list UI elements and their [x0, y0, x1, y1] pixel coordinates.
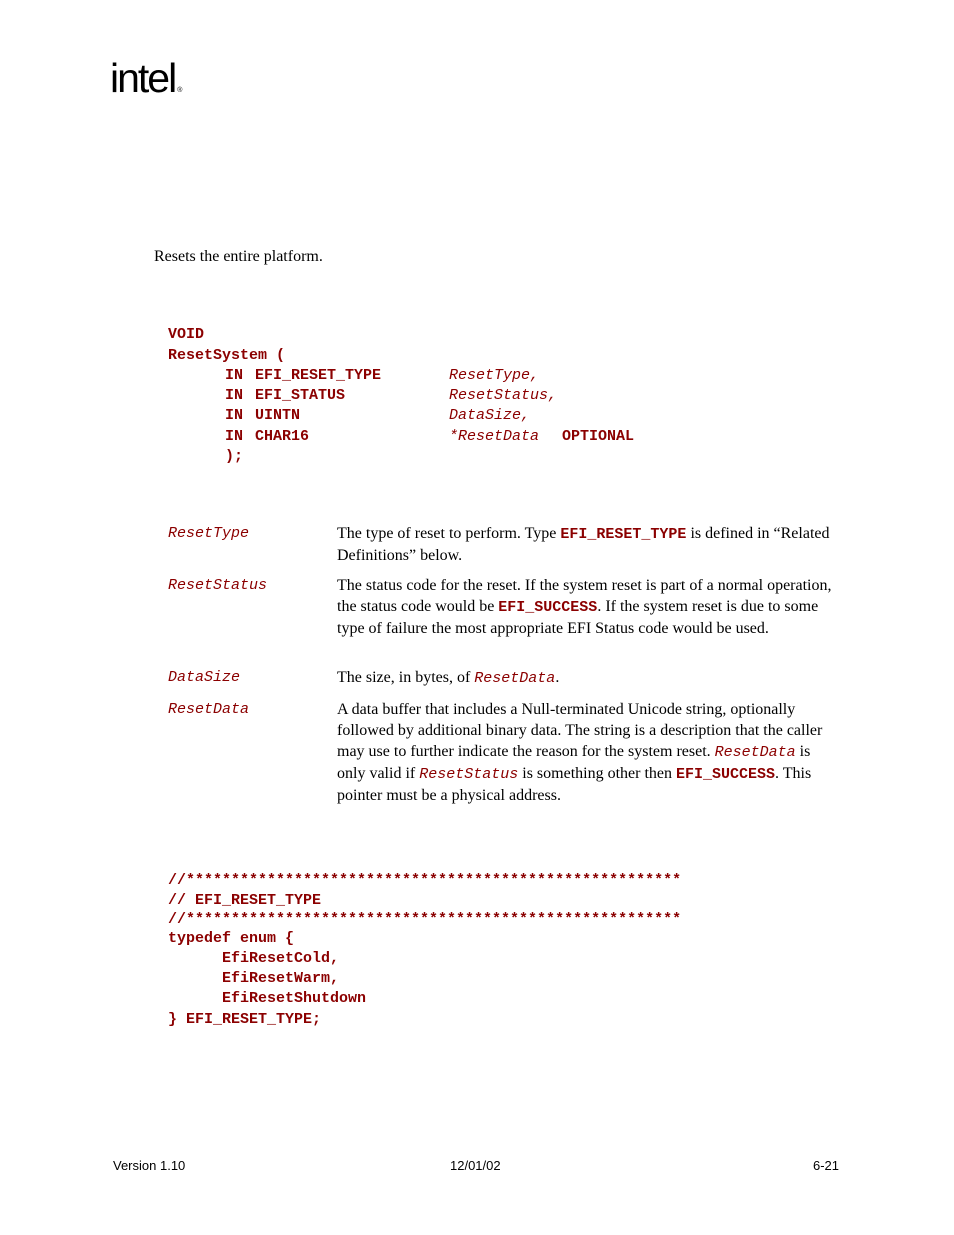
param-desc-resettype: The type of reset to perform. Type EFI_RESET_TYPE is defined in “Related Definitions” below.	[337, 525, 830, 564]
param-type: UINTN	[255, 407, 301, 424]
code-ref: ResetData	[714, 744, 796, 761]
related-def-line: } EFI_RESET_TYPE;	[168, 1011, 322, 1028]
code-ref: EFI_RESET_TYPE	[560, 526, 687, 543]
related-def-line: EfiResetCold,	[168, 950, 340, 967]
param-io: IN	[225, 428, 244, 445]
param-io: IN	[225, 387, 244, 404]
param-label-datasize: DataSize	[168, 669, 241, 686]
function-description: Resets the entire platform.	[154, 248, 323, 265]
related-def-line: //*******************************************************	[168, 911, 682, 928]
related-def-line: EfiResetWarm,	[168, 970, 340, 987]
param-optional: OPTIONAL	[562, 428, 635, 445]
logo-registered-mark: ®	[177, 87, 183, 94]
code-ref: ResetData	[474, 670, 556, 687]
related-def-line: // EFI_RESET_TYPE	[168, 892, 322, 909]
code-ref: EFI_SUCCESS	[498, 599, 598, 616]
related-def-line: //*******************************************************	[168, 872, 682, 889]
code-ref: EFI_SUCCESS	[676, 766, 776, 783]
param-label-resettype: ResetType	[168, 525, 250, 542]
footer-version: Version 1.10	[113, 1158, 186, 1173]
param-desc-resetdata: A data buffer that includes a Null-terminated Unicode string, optionally followed by additional binary data. The string is a description that the caller may use to further indicate the reason for the system reset. ResetData is only valid if ResetStatus is something other then EFI_SUCCESS. This pointer must be a physical address.	[337, 701, 823, 804]
logo-text: intel	[110, 55, 176, 101]
param-type: EFI_RESET_TYPE	[255, 367, 382, 384]
param-name: ResetType,	[449, 367, 540, 384]
related-def-line: EfiResetShutdown	[168, 990, 367, 1007]
param-io: IN	[225, 367, 244, 384]
related-def-line: typedef enum {	[168, 930, 295, 947]
param-type: CHAR16	[255, 428, 310, 445]
prototype-close: );	[225, 448, 244, 465]
param-label-resetstatus: ResetStatus	[168, 577, 268, 594]
param-name: *ResetData	[449, 428, 540, 445]
param-desc-datasize: The size, in bytes, of ResetData.	[337, 669, 560, 687]
param-label-resetdata: ResetData	[168, 701, 250, 718]
param-io: IN	[225, 407, 244, 424]
param-name: DataSize,	[449, 407, 531, 424]
footer-date: 12/01/02	[450, 1158, 501, 1173]
prototype-return-type: VOID	[168, 326, 205, 343]
code-ref: ResetStatus	[419, 766, 519, 783]
param-name: ResetStatus,	[449, 387, 558, 404]
footer-page-number: 6-21	[813, 1158, 840, 1173]
param-type: EFI_STATUS	[255, 387, 346, 404]
prototype-function-name: ResetSystem (	[168, 347, 286, 364]
param-desc-resetstatus: The status code for the reset. If the system reset is part of a normal operation, the status code would be EFI_SUCCESS. If the system reset is due to some type of failure the most appropriate EFI Status code would be used.	[337, 577, 832, 637]
intel-logo	[110, 55, 183, 101]
